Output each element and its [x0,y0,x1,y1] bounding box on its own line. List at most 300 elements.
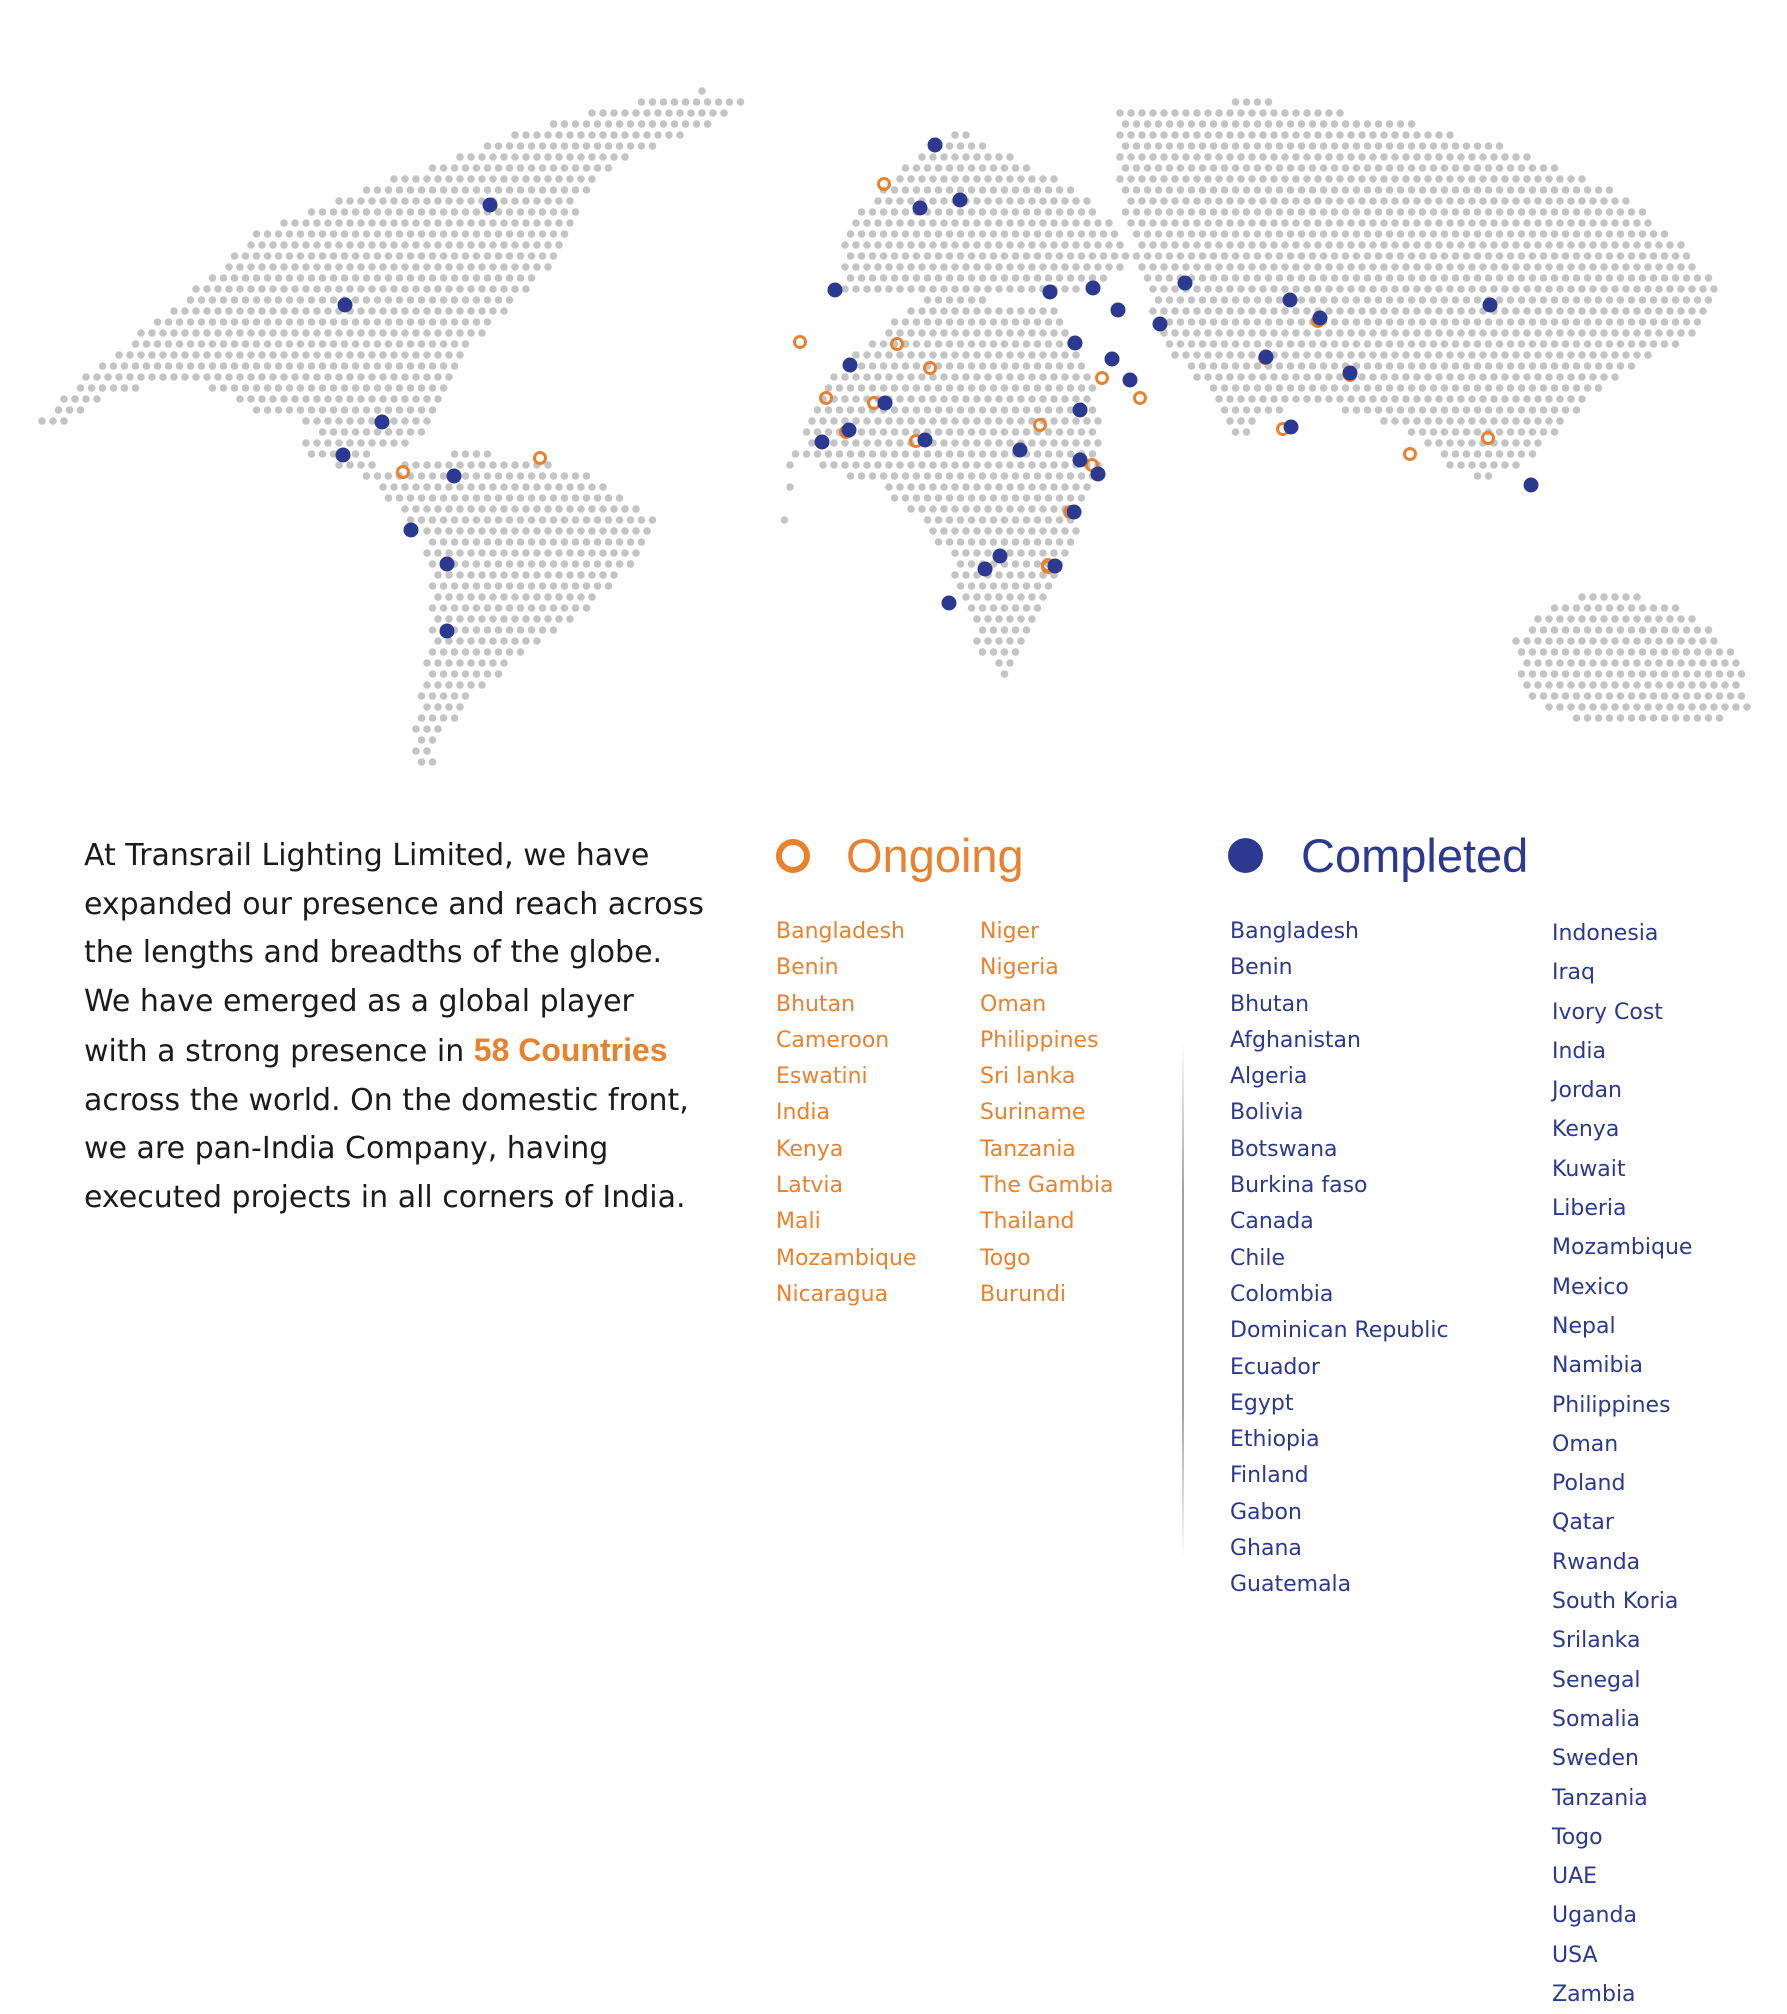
land-dot [940,417,948,425]
land-dot [1017,615,1025,623]
land-dot [77,406,85,414]
land-dot [1028,483,1036,491]
land-dot [1424,439,1432,447]
land-dot [1655,637,1663,645]
land-dot [1204,153,1212,161]
land-dot [781,516,789,524]
country-list-item: Senegal [1552,1667,1641,1693]
land-dot [1507,362,1515,370]
land-dot [357,307,365,315]
land-dot [176,362,184,370]
land-dot [1353,318,1361,326]
land-dot [1045,538,1053,546]
land-dot [379,307,387,315]
land-dot [1655,263,1663,271]
land-dot [511,615,519,623]
land-dot [247,373,255,381]
land-dot [379,241,387,249]
land-dot [1276,384,1284,392]
land-dot [1314,329,1322,337]
land-dot [1474,428,1482,436]
land-dot [1430,384,1438,392]
land-dot [286,296,294,304]
land-dot [1050,505,1058,513]
land-dot [874,197,882,205]
land-dot [1567,373,1575,381]
land-dot [632,131,640,139]
land-dot [902,186,910,194]
land-dot [1188,186,1196,194]
land-dot [957,428,965,436]
land-dot [1375,252,1383,260]
land-dot [1485,274,1493,282]
land-dot [1567,307,1575,315]
land-dot [1243,318,1251,326]
land-dot [1573,362,1581,370]
land-dot [1056,340,1064,348]
land-dot [1452,406,1460,414]
land-dot [1369,241,1377,249]
land-dot [1490,461,1498,469]
land-dot [440,340,448,348]
land-dot [374,362,382,370]
land-dot [577,131,585,139]
land-dot [544,175,552,183]
land-dot [423,285,431,293]
land-dot [1056,538,1064,546]
land-dot [1496,318,1504,326]
land-dot [896,241,904,249]
land-dot [1276,120,1284,128]
country-list-item: USA [1552,1942,1598,1968]
land-dot [379,197,387,205]
land-dot [995,153,1003,161]
land-dot [1512,219,1520,227]
land-dot [1397,208,1405,216]
land-dot [1468,285,1476,293]
land-dot [1182,351,1190,359]
land-dot [979,362,987,370]
land-dot [550,120,558,128]
land-dot [286,406,294,414]
land-dot [984,549,992,557]
land-dot [209,318,217,326]
land-dot [979,296,987,304]
land-dot [1413,241,1421,249]
land-dot [913,362,921,370]
land-dot [940,241,948,249]
land-dot [1265,384,1273,392]
land-dot [1611,241,1619,249]
land-dot [1721,703,1729,711]
land-dot [1479,241,1487,249]
land-dot [1688,307,1696,315]
land-dot [1133,164,1141,172]
land-dot [484,560,492,568]
land-dot [1430,296,1438,304]
completed-project-marker [942,596,957,611]
land-dot [1039,329,1047,337]
land-dot [1050,329,1058,337]
land-dot [1270,175,1278,183]
land-dot [1430,428,1438,436]
land-dot [1683,274,1691,282]
completed-project-marker [1153,317,1168,332]
land-dot [445,175,453,183]
land-dot [951,483,959,491]
land-dot [1375,274,1383,282]
land-dot [863,219,871,227]
land-dot [1523,417,1531,425]
land-dot [1254,98,1262,106]
land-dot [456,241,464,249]
land-dot [1276,252,1284,260]
land-dot [1380,285,1388,293]
land-dot [1292,351,1300,359]
land-dot [1067,384,1075,392]
land-dot [1320,230,1328,238]
land-dot [1210,120,1218,128]
land-dot [99,384,107,392]
land-dot [990,428,998,436]
land-dot [517,582,525,590]
land-dot [572,494,580,502]
land-dot [1298,384,1306,392]
land-dot [1226,109,1234,117]
land-dot [1589,285,1597,293]
land-dot [445,703,453,711]
land-dot [1639,692,1647,700]
land-dot [1556,637,1564,645]
land-dot [1468,241,1476,249]
land-dot [1452,450,1460,458]
land-dot [473,494,481,502]
land-dot [1529,670,1537,678]
land-dot [264,318,272,326]
land-dot [1331,186,1339,194]
land-dot [1045,186,1053,194]
land-dot [418,516,426,524]
land-dot [1314,109,1322,117]
land-dot [418,736,426,744]
land-dot [214,373,222,381]
land-dot [1617,362,1625,370]
land-dot [451,648,459,656]
land-dot [1012,362,1020,370]
land-dot [1144,142,1152,150]
land-dot [1265,252,1273,260]
land-dot [1402,307,1410,315]
land-dot [1391,241,1399,249]
land-dot [1650,648,1658,656]
land-dot [1001,648,1009,656]
land-dot [319,296,327,304]
land-dot [1254,318,1262,326]
land-dot [1479,417,1487,425]
land-dot [1479,329,1487,337]
land-dot [352,340,360,348]
completed-project-marker [1043,285,1058,300]
land-dot [462,450,470,458]
land-dot [869,450,877,458]
land-dot [401,285,409,293]
land-dot [506,252,514,260]
land-dot [1199,296,1207,304]
land-dot [1639,604,1647,612]
land-dot [594,560,602,568]
land-dot [341,208,349,216]
land-dot [258,395,266,403]
land-dot [533,175,541,183]
land-dot [1639,318,1647,326]
land-dot [352,384,360,392]
land-dot [858,230,866,238]
land-dot [1655,659,1663,667]
land-dot [1188,120,1196,128]
land-dot [1061,461,1069,469]
land-dot [929,505,937,513]
land-dot [1397,318,1405,326]
land-dot [1358,153,1366,161]
land-dot [407,296,415,304]
land-dot [1023,186,1031,194]
land-dot [550,538,558,546]
land-dot [1435,153,1443,161]
land-dot [1446,439,1454,447]
land-dot [1045,318,1053,326]
land-dot [159,329,167,337]
land-dot [165,340,173,348]
land-dot [1012,208,1020,216]
land-dot [1045,230,1053,238]
land-dot [1628,714,1636,722]
land-dot [1699,681,1707,689]
land-dot [1034,406,1042,414]
land-dot [412,351,420,359]
land-dot [885,351,893,359]
land-dot [522,263,530,271]
land-dot [1534,439,1542,447]
land-dot [1617,274,1625,282]
land-dot [445,263,453,271]
land-dot [1463,142,1471,150]
land-dot [308,450,316,458]
country-list-item: Ivory Cost [1552,999,1663,1025]
land-dot [1551,362,1559,370]
land-dot [1012,406,1020,414]
land-dot [957,252,965,260]
land-dot [423,197,431,205]
land-dot [1061,417,1069,425]
land-dot [1221,296,1229,304]
land-dot [1611,329,1619,337]
land-dot [1199,208,1207,216]
land-dot [1595,252,1603,260]
land-dot [935,274,943,282]
land-dot [1424,175,1432,183]
land-dot [1017,241,1025,249]
land-dot [1281,263,1289,271]
land-dot [1210,362,1218,370]
country-list-item: Uganda [1552,1903,1637,1929]
land-dot [1182,241,1190,249]
land-dot [1012,274,1020,282]
land-dot [940,373,948,381]
land-dot [891,384,899,392]
land-dot [1463,230,1471,238]
land-dot [880,208,888,216]
land-dot [1149,109,1157,117]
land-dot [913,252,921,260]
land-dot [1562,318,1570,326]
land-dot [561,230,569,238]
land-dot [374,340,382,348]
land-dot [1573,670,1581,678]
land-dot [1595,186,1603,194]
land-dot [1716,692,1724,700]
land-dot [517,538,525,546]
land-dot [1248,241,1256,249]
land-dot [847,384,855,392]
land-dot [1485,406,1493,414]
land-dot [429,604,437,612]
land-dot [368,439,376,447]
land-dot [951,329,959,337]
land-dot [1061,285,1069,293]
land-dot [1138,175,1146,183]
land-dot [1397,384,1405,392]
land-dot [1001,340,1009,348]
land-dot [1248,395,1256,403]
land-dot [412,461,420,469]
land-dot [396,494,404,502]
land-dot [1430,142,1438,150]
land-dot [1215,219,1223,227]
land-dot [847,274,855,282]
land-dot [1589,681,1597,689]
land-dot [1243,164,1251,172]
land-dot [456,263,464,271]
land-dot [269,307,277,315]
land-dot [1551,384,1559,392]
land-dot [1303,219,1311,227]
land-dot [1089,384,1097,392]
land-dot [467,153,475,161]
land-dot [1446,307,1454,315]
land-dot [242,384,250,392]
land-dot [126,373,134,381]
land-dot [1485,230,1493,238]
land-dot [1083,263,1091,271]
land-dot [1551,296,1559,304]
land-dot [1149,241,1157,249]
land-dot [1573,230,1581,238]
land-dot [962,351,970,359]
land-dot [583,560,591,568]
land-dot [1518,208,1526,216]
land-dot [1122,186,1130,194]
land-dot [1320,252,1328,260]
land-dot [852,461,860,469]
land-dot [1644,681,1652,689]
land-dot [1633,681,1641,689]
land-dot [533,571,541,579]
land-dot [368,285,376,293]
land-dot [566,527,574,535]
land-dot [847,406,855,414]
land-dot [1281,307,1289,315]
land-dot [1650,230,1658,238]
land-dot [1397,340,1405,348]
land-dot [187,362,195,370]
land-dot [973,439,981,447]
land-dot [869,362,877,370]
land-dot [885,439,893,447]
land-dot [1529,164,1537,172]
land-dot [341,362,349,370]
land-dot [1237,175,1245,183]
land-dot [1573,384,1581,392]
land-dot [1325,263,1333,271]
land-dot [1529,208,1537,216]
land-dot [1221,252,1229,260]
land-dot [902,318,910,326]
land-dot [434,527,442,535]
land-dot [962,219,970,227]
land-dot [1688,703,1696,711]
land-dot [935,428,943,436]
land-dot [940,527,948,535]
land-dot [1067,494,1075,502]
land-dot [291,329,299,337]
land-dot [1485,472,1493,480]
land-dot [1540,274,1548,282]
land-dot [1677,703,1685,711]
land-dot [605,582,613,590]
land-dot [1298,186,1306,194]
land-dot [231,362,239,370]
land-dot [539,252,547,260]
land-dot [1171,351,1179,359]
land-dot [1232,98,1240,106]
country-list-item: Eswatini [776,1064,868,1090]
land-dot [1496,406,1504,414]
land-dot [1116,109,1124,117]
land-dot [929,263,937,271]
land-dot [495,472,503,480]
land-dot [1705,648,1713,656]
completed-project-marker [338,298,353,313]
land-dot [495,186,503,194]
land-dot [1320,384,1328,392]
country-list-item: Botswana [1230,1136,1338,1162]
land-dot [346,373,354,381]
land-dot [1320,186,1328,194]
land-dot [539,626,547,634]
land-dot [1193,197,1201,205]
land-dot [511,197,519,205]
land-dot [803,428,811,436]
land-dot [1600,351,1608,359]
land-dot [533,615,541,623]
land-dot [445,527,453,535]
land-dot [489,659,497,667]
land-dot [1221,120,1229,128]
land-dot [957,208,965,216]
country-list-item: Tanzania [1552,1785,1648,1811]
land-dot [1595,362,1603,370]
land-dot [984,285,992,293]
